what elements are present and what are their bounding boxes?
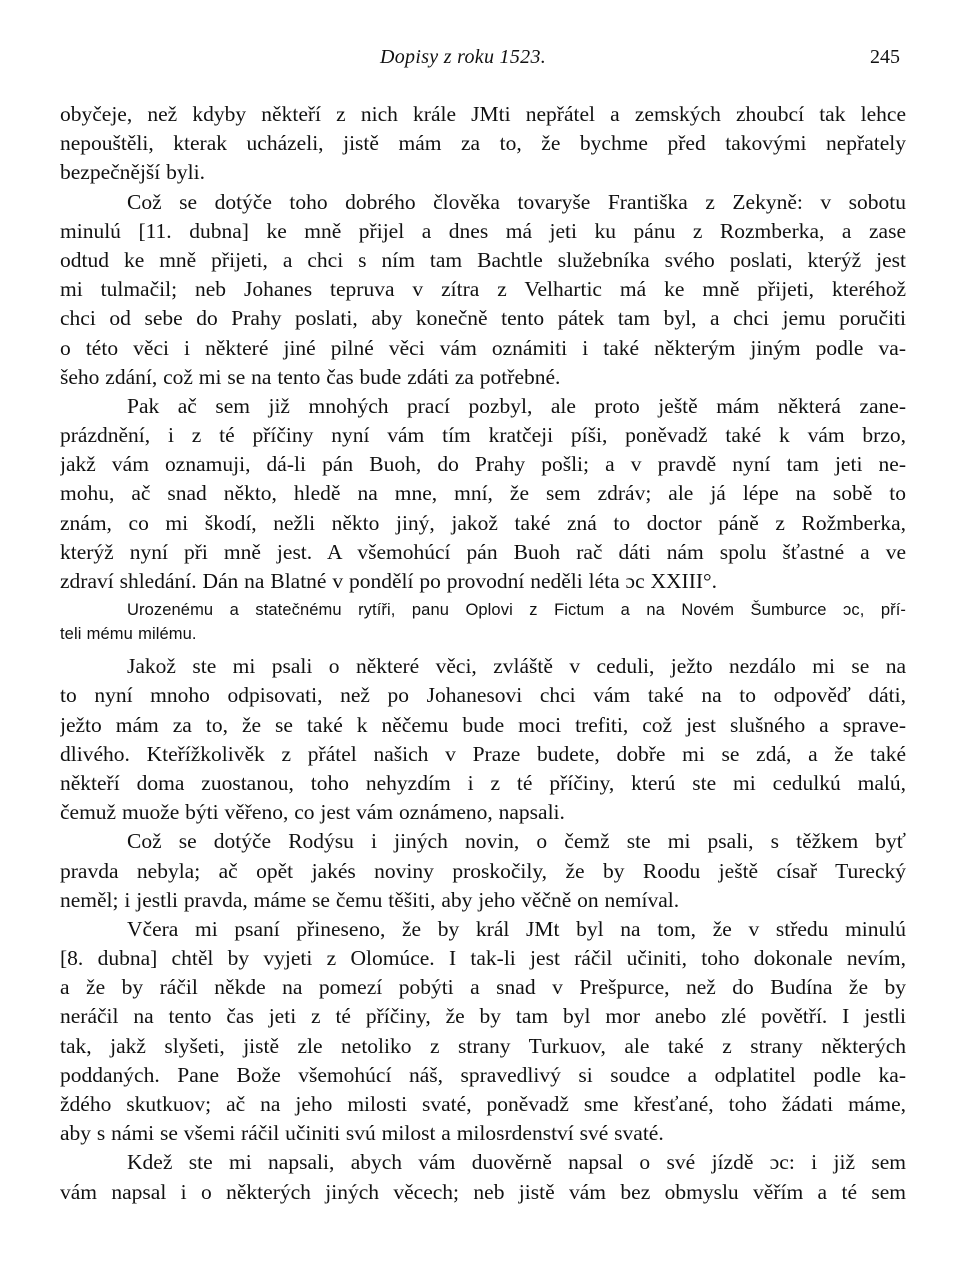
paragraph (60, 1148, 906, 1206)
text-line: ždého skutkuov; ač na jeho milosti svaté, poněvadž sme křesťané, toho žádati máme, (60, 1092, 906, 1116)
text-line: zdraví shledání. Dán na Blatné v pondělí po provodní neděli léta ɔc XXIII°. (60, 569, 718, 593)
text-line: Pak ač sem již mnohých prací pozbyl, ale proto ještě mám některá zane- (127, 393, 906, 418)
text-line: Kdež ste mi napsali, abych vám duověrně napsal o své jízdě ɔc: i již sem (127, 1150, 906, 1175)
text-line: Což se dotýče Rodýsu i jiných novin, o čemž ste mi psali, s těžkem byť (127, 829, 906, 854)
address-line: teli mému milému. (60, 625, 197, 644)
text-line: chci od sebe do Prahy poslati, aby konečně tento pátek tam byl, a chci jemu poručiti (60, 306, 906, 331)
text-line: čemuž muože býti věřeno, co jest vám oznámeno, napsali. (60, 800, 565, 825)
page-body (60, 100, 906, 1207)
text-line: prázdnění, i z té příčiny nyní vám tím kratčeji píši, poněvadž také k vám brzo, (60, 423, 906, 448)
text-line: neměl; i jestli pravda, máme se čemu těšiti, aby jeho věčně on nemíval. (60, 887, 680, 912)
paragraph (60, 100, 906, 188)
running-title: Dopisy z roku 1523. (380, 46, 547, 68)
text-line: minulú [11. dubna] ke mně přijel a dnes má jeti ku pánu z Rozmberka, a zase (60, 218, 906, 243)
paragraph (60, 188, 906, 392)
text-line: pravda nebyla; ač opět jakés noviny proskočily, že by Roodu ještě císař Turecký (60, 858, 906, 883)
text-line: bezpečnější byli. (60, 160, 205, 185)
text-line: kterýž nyní při mně jest. A všemohúcí pán Buoh rač dáti nám spolu šťastné a ve (60, 539, 906, 564)
text-line: a že by ráčil někde na pomezí pobýti a snad v Prešpurce, než do Budína že by (60, 975, 906, 1000)
text-line: znám, co mi škodí, nežli někto jiný, jakož také zná to doctor páně z Rožmberka, (60, 510, 906, 535)
text-line: tak, jakž slyšeti, jistě zle netoliko z strany Turkuov, ale také z strany některých (60, 1033, 906, 1058)
paragraph (60, 652, 906, 827)
text-line: to nyní mnoho odpisovati, než po Johanesovi chci vám také na to odpověď dáti, (60, 683, 906, 708)
paragraph (60, 392, 906, 596)
text-line: [8. dubna] chtěl by vyjeti z Olomúce. I tak-li jest ráčil učiniti, toho dokonale nevím, (60, 946, 906, 971)
paragraph (60, 915, 906, 1149)
text-line: jakž vám oznamuji, dá-li pán Buoh, do Prahy pošli; a v pravdě nyní tam jeti ne- (60, 452, 906, 477)
text-line: Jakož ste mi psali o některé věci, zvláště v ceduli, ježto nezdálo mi se na (127, 654, 906, 679)
text-line: dlivého. Kteřížkolivěk z přátel našich v Praze budete, dobře mi se zdá, a že také (60, 741, 906, 766)
paragraph (60, 827, 906, 915)
text-line: obyčeje, než kdyby někteří z nich krále JMti nepřátel a zemských zhoubcí tak lehce (60, 102, 906, 126)
page-number: 245 (870, 46, 900, 68)
text-line: aby s námi se všemi ráčil učiniti svú milost a milosrdenství své svaté. (60, 1121, 664, 1146)
text-line: poddaných. Pane Bože všemohúcí náš, spravedlivý si soudce a odplatitel podle ka- (60, 1062, 906, 1087)
text-line: mohu, ač snad někto, hledě na mne, mní, že sem zdráv; ale já lépe na sobě to (60, 481, 906, 506)
text-line: nepouštěli, kterak ucházeli, jistě mám za to, že bychme před takovými nepřately (60, 131, 906, 156)
text-line: Což se dotýče toho dobrého člověka tovaryše Františka z Zekyně: v sobotu (127, 189, 906, 214)
text-line: vám napsal i o některých jiných věcech; neb jistě vám bez obmyslu věřím a té sem (60, 1179, 906, 1204)
text-line: odtud ke mně přijeti, a chci s ním tam Bachtle služebníka svého poslati, kterýž jest (60, 247, 906, 272)
text-line: ježto mám za to, že se také k něčemu bude moci trefiti, což jest slušného a sprave- (60, 712, 906, 737)
text-line: neráčil na tento čas jeti z té příčiny, že by tam byl mor anebo zlé povětří. I jestli (60, 1004, 906, 1029)
text-line: někteří doma zuostanou, toho nehyzdím i z té příčiny, kterú ste mi cedulkú malú, (60, 770, 906, 795)
letter-address (60, 598, 906, 646)
address-line: Urozenému a statečnému rytíři, panu Oplovi z Fictum a na Novém Šumburce ɔc, pří- (127, 601, 906, 620)
text-line: šeho zdání, což mi se na tento čas bude zdáti za potřebné. (60, 364, 561, 389)
text-line: mi tulmačil; neb Johanes tepruva v zítra z Velhartic má ke mně přijeti, kteréhož (60, 277, 906, 302)
text-line: Včera mi psaní přineseno, že by král JMt byl na tom, že v středu minulú (127, 916, 906, 941)
page-header (0, 46, 960, 76)
text-line: o této věci i některé jiné pilné věci vám oznámiti i také některým jiným podle va- (60, 335, 906, 360)
